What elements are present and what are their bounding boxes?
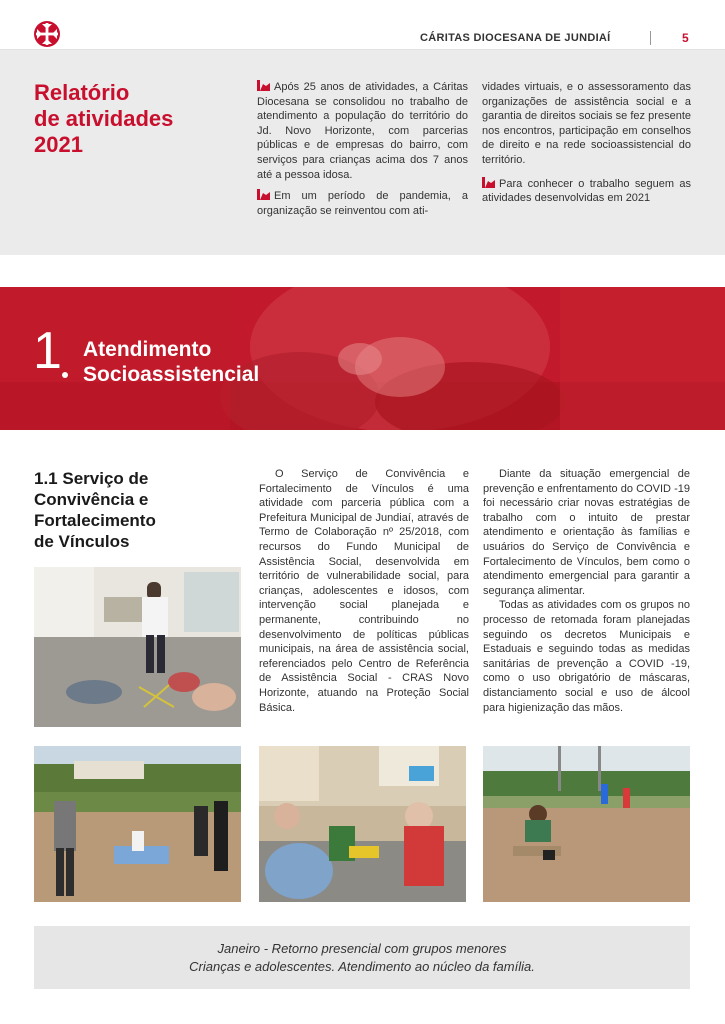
photo-indoor-activity bbox=[34, 567, 241, 727]
report-title-line: Relatório bbox=[34, 80, 130, 105]
body-paragraph: Diante da situação emergencial de prevenção e enfrentamento do COVID -19 foi necessário criar novas estratégias de trabalho com o intuito de prestar atendimento e orientação às famílias e usuários do Serviço de Convivência e Fortalecimento de Vínculos, bem como o atendimento emergencial para garantir a segurança alimentar. bbox=[483, 468, 690, 597]
report-title-line: 2021 bbox=[34, 132, 83, 157]
bullet-flag-icon bbox=[257, 80, 270, 91]
intro-column-left bbox=[257, 80, 468, 225]
intro-paragraph bbox=[257, 80, 468, 182]
section-number-dot bbox=[62, 372, 68, 378]
section-title-line: Atendimento bbox=[83, 338, 212, 361]
subsection-title-line: Fortalecimento bbox=[34, 511, 156, 530]
body-column-right bbox=[483, 467, 690, 715]
body-paragraph: O Serviço de Convivência e Fortalecimento de Vínculos é uma atividade com parceria pública com a Prefeitura Municipal de Jundiaí, através de Termo de Colaboração nº 25/2018, com recursos do Fundo Municipal de Assistência Social, desenvolvida em território de vulnerabilidade social, para crianças, adolescentes e idosos, com intervenção social planejada e permanente, contribuindo no desenvolvimento de políticas públicas municipais, na área de assistência social, referenciados pelo Centro de Referência de Assistência Social - CRAS Novo Horizonte, atuando na Proteção Social Básica. bbox=[259, 468, 469, 714]
page-header bbox=[0, 0, 725, 50]
photo-caption-box bbox=[34, 926, 690, 989]
section-number: 1 bbox=[33, 322, 62, 380]
caritas-cross-icon bbox=[33, 20, 61, 48]
photo-masked-children bbox=[259, 746, 466, 902]
subsection-title bbox=[34, 468, 234, 552]
photo-field-activity bbox=[483, 746, 690, 902]
subsection-title-line: 1.1 Serviço de bbox=[34, 469, 149, 488]
report-title bbox=[34, 80, 234, 158]
intro-column-right bbox=[482, 80, 691, 213]
photo-outdoor-game bbox=[34, 746, 241, 902]
subsection-title-line: de Vínculos bbox=[34, 532, 130, 551]
intro-paragraph-text: Para conhecer o trabalho seguem as atividades desenvolvidas em 2021 bbox=[482, 177, 691, 205]
intro-paragraph-continued: vidades virtuais, e o assessoramento das organizações de assistência social e a garantia de direitos sociais se fez presente nos encontros, participação em conselhos de direito e na rede socioassistencial do território. bbox=[482, 81, 691, 166]
bullet-flag-icon bbox=[482, 177, 495, 188]
page-number: 5 bbox=[682, 31, 689, 45]
intro-paragraph-text: Após 25 anos de atividades, a Cáritas Diocesana se consolidou no trabalho de atendimento a população do território do Jd. Novo Horizonte, com parcerias públicas e de empresas do bairro, com serviços para crianças acima dos 7 anos até a pessoa idosa. bbox=[257, 81, 468, 181]
intro-paragraph-text: Em um período de pandemia, a organização se reinventou com ati- bbox=[257, 190, 468, 217]
caption-line: Crianças e adolescentes. Atendimento ao núcleo da família. bbox=[189, 958, 535, 974]
intro-paragraph bbox=[482, 177, 691, 206]
caption-line: Janeiro - Retorno presencial com grupos menores bbox=[217, 940, 507, 956]
report-title-line: de atividades bbox=[34, 106, 174, 131]
section-title-line: Socioassistencial bbox=[83, 363, 260, 386]
body-paragraph: Todas as atividades com os grupos no processo de retomada foram planejadas seguindo os decretos Municipais e Estaduais e seguindo todas as medidas sanitárias de prevenção a COVID -19, como o uso obrigatório de máscaras, distanciamento social e uso de álcool para higienização das mãos. bbox=[483, 599, 690, 714]
bullet-flag-icon bbox=[257, 189, 270, 200]
body-column-middle bbox=[259, 467, 469, 715]
organization-name: CÁRITAS DIOCESANA DE JUNDIAÍ bbox=[420, 32, 611, 44]
subsection-title-line: Convivência e bbox=[34, 490, 149, 509]
intro-paragraph bbox=[257, 189, 468, 218]
header-divider bbox=[650, 31, 651, 45]
section-title bbox=[83, 337, 259, 387]
